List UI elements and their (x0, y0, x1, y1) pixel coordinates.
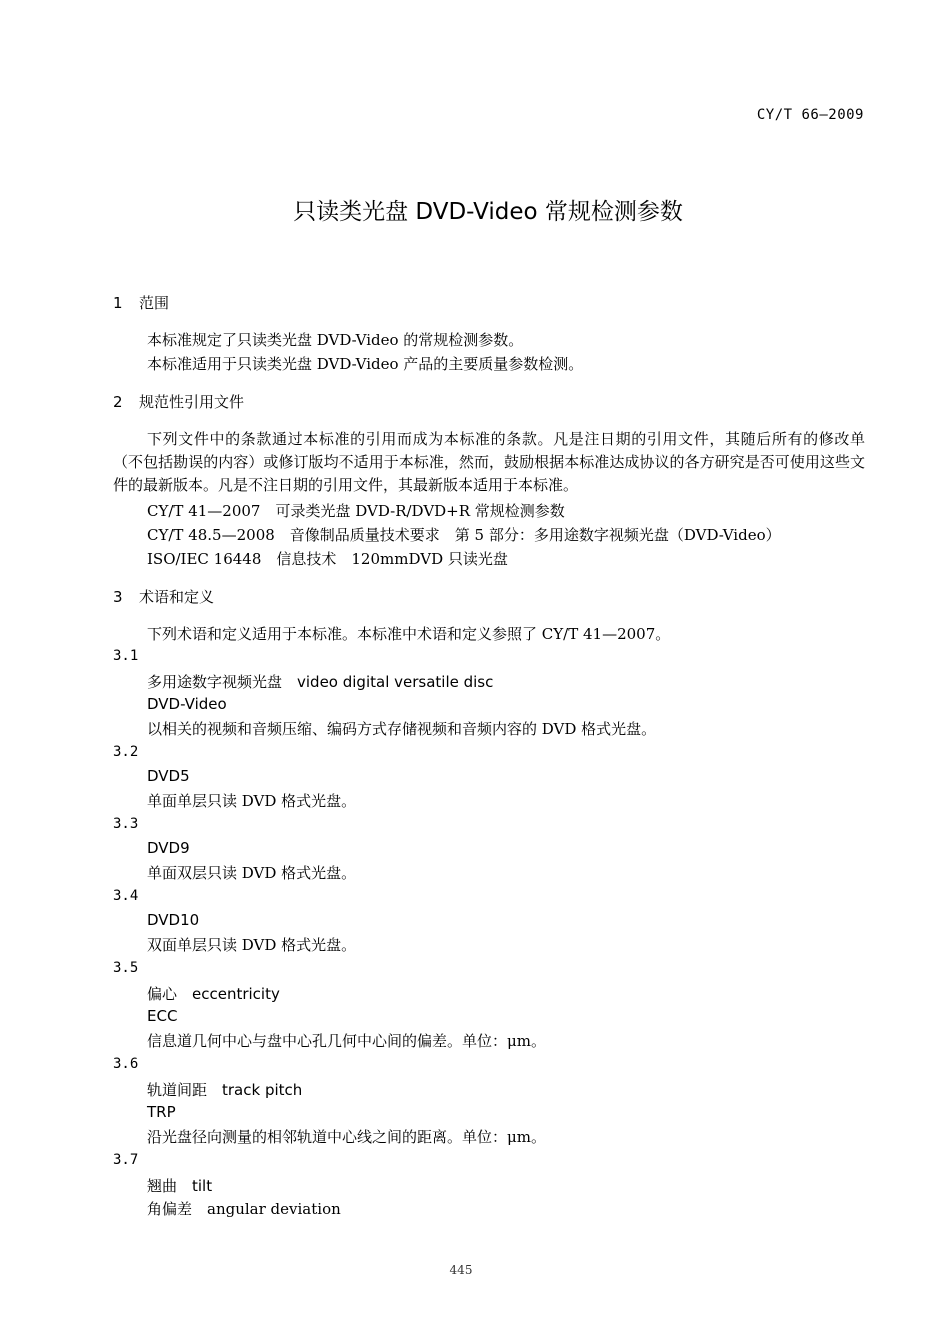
term-definition: 双面单层只读 DVD 格式光盘。 (147, 936, 357, 954)
page-number: 445 (449, 1263, 473, 1277)
section-2-paragraph: 下列文件中的条款通过本标准的引用而成为本标准的条款。凡是注日期的引用文件，其随后所有的修改单（不包括勘误的内容）或修订版均不适用于本标准，然而，鼓励根据本标准达成协议的各方研究是否可使用这些文件的最新版本。凡是不注日期的引用文件，其最新版本适用于本标准。 (113, 430, 865, 494)
term-name: 多用途数字视频光盘 video digital versatile disc (147, 673, 494, 691)
section-title: 术语和定义 (139, 588, 215, 606)
section-number: 3 (113, 588, 123, 606)
clause-number: 3.4 (113, 888, 139, 904)
section-3-intro: 下列术语和定义适用于本标准。本标准中术语和定义参照了 CY/T 41—2007。 (147, 625, 671, 643)
term-definition: 以相关的视频和音频压缩、编码方式存储视频和音频内容的 DVD 格式光盘。 (147, 720, 657, 738)
section-1-line: 本标准规定了只读类光盘 DVD-Video 的常规检测参数。 (147, 331, 524, 349)
clause-number: 3.6 (113, 1056, 139, 1072)
term-name: 轨道间距 track pitch (147, 1081, 303, 1099)
term-definition: 单面双层只读 DVD 格式光盘。 (147, 864, 357, 882)
clause-number: 3.5 (113, 960, 139, 976)
term-definition: 沿光盘径向测量的相邻轨道中心线之间的距离。单位：μm。 (147, 1128, 546, 1146)
clause-number: 3.3 (113, 816, 139, 832)
clause-number: 3.1 (113, 648, 139, 664)
reference-item: CY/T 48.5—2008 音像制品质量技术要求 第 5 部分：多用途数字视频光盘（DVD-Video） (147, 526, 781, 544)
term-name: DVD5 (147, 767, 190, 785)
clause-number: 3.2 (113, 744, 139, 760)
term-abbreviation: TRP (147, 1103, 176, 1121)
section-number: 2 (113, 393, 123, 411)
term-abbreviation: ECC (147, 1007, 178, 1025)
section-number: 1 (113, 294, 123, 312)
term-definition: 角偏差 angular deviation (147, 1200, 341, 1218)
reference-item: ISO/IEC 16448 信息技术 120mmDVD 只读光盘 (147, 550, 508, 568)
section-1-line: 本标准适用于只读类光盘 DVD-Video 产品的主要质量参数检测。 (147, 355, 584, 373)
term-name: 偏心 eccentricity (147, 985, 280, 1003)
reference-item: CY/T 41—2007 可录类光盘 DVD-R/DVD+R 常规检测参数 (147, 502, 565, 520)
term-definition: 信息道几何中心与盘中心孔几何中心间的偏差。单位：μm。 (147, 1032, 546, 1050)
term-name: DVD9 (147, 839, 190, 857)
clause-number: 3.7 (113, 1152, 139, 1168)
section-title: 范围 (139, 294, 170, 312)
section-2-heading (113, 391, 244, 412)
term-name: DVD10 (147, 911, 200, 929)
term-definition: 单面单层只读 DVD 格式光盘。 (147, 792, 357, 810)
term-abbreviation: DVD-Video (147, 695, 227, 713)
section-3-heading (113, 586, 214, 607)
section-title: 规范性引用文件 (139, 393, 245, 411)
term-name: 翘曲 tilt (147, 1177, 213, 1195)
standard-code: CY/T 66—2009 (756, 107, 864, 123)
section-1-heading (113, 292, 169, 313)
document-title: 只读类光盘 DVD-Video 常规检测参数 (293, 199, 683, 225)
